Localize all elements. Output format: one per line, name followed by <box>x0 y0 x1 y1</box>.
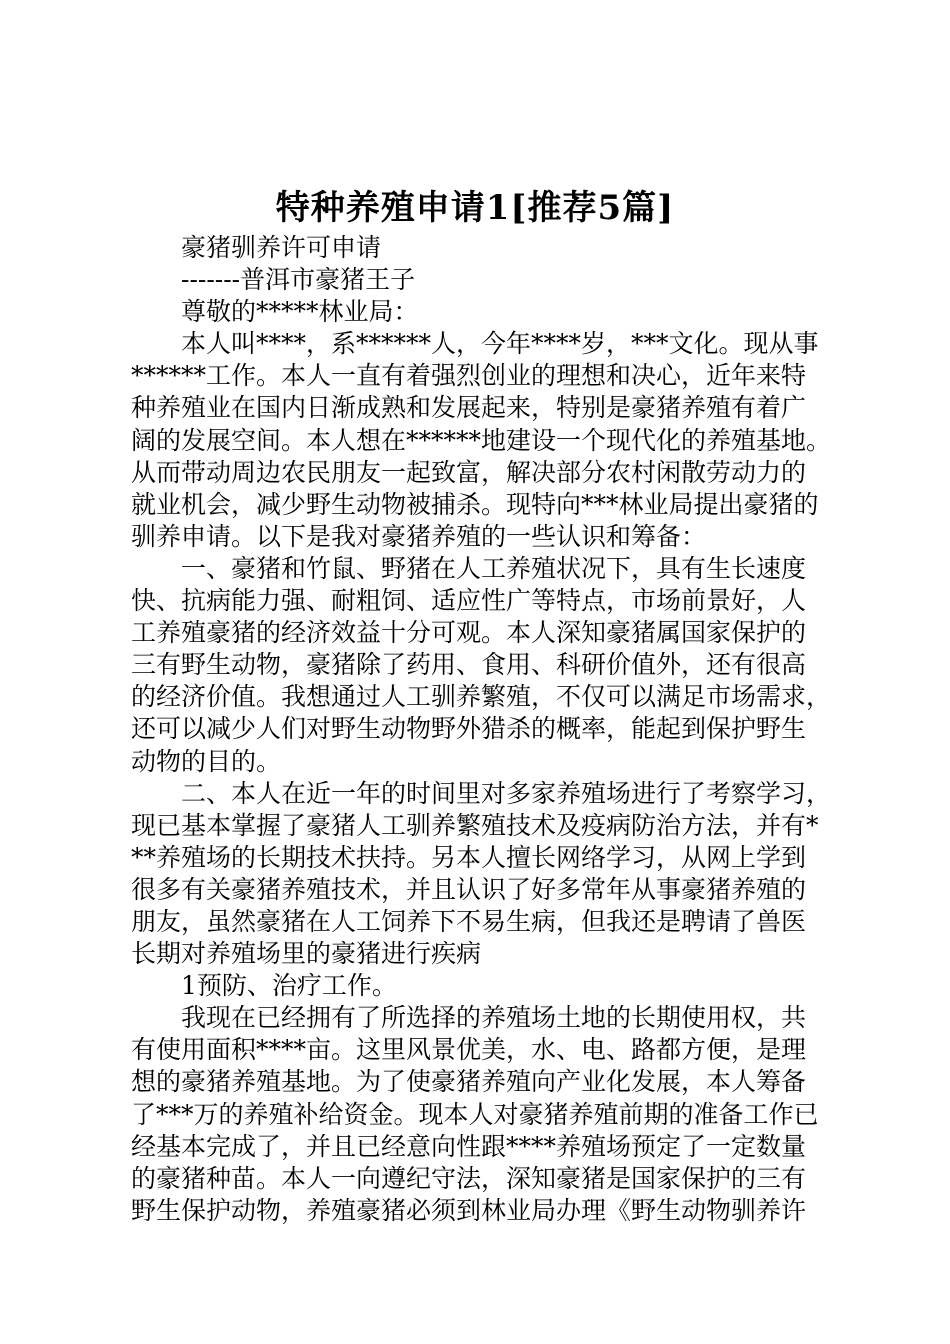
author-line: -------普洱市豪猪王子 <box>181 265 416 295</box>
text-line: 野生保护动物，养殖豪猪必须到林业局办理《野生动物驯养许 <box>131 1195 807 1225</box>
text-line: 三有野生动物，豪猪除了药用、食用、科研价值外，还有很高 <box>131 650 807 680</box>
text-line: 很多有关豪猪养殖技术，并且认识了好多常年从事豪猪养殖的 <box>131 874 807 904</box>
text-line: 就业机会，减少野生动物被捕杀。现特向***林业局提出豪猪的 <box>131 489 819 519</box>
text-line: 有使用面积****亩。这里风景优美，水、电、路都方便，是理 <box>131 1035 807 1065</box>
text-line: 我现在已经拥有了所选择的养殖场土地的长期使用权，共 <box>181 1003 807 1033</box>
document-title: 特种养殖申请1[推荐5篇] <box>275 188 675 228</box>
page-break-line: 1预防、治疗工作。 <box>181 971 397 1001</box>
text-line: 动物的目的。 <box>131 746 282 776</box>
text-line: 经基本完成了，并且已经意向性跟****养殖场预定了一定数量 <box>131 1131 807 1161</box>
text-line: 还可以减少人们对野生动物野外猎杀的概率，能起到保护野生 <box>131 714 807 744</box>
text-line: 了***万的养殖补给资金。现本人对豪猪养殖前期的准备工作已 <box>131 1099 819 1129</box>
text-line: 现已基本掌握了豪猪人工驯养繁殖技术及疫病防治方法，并有* <box>131 810 819 840</box>
text-line: 的豪猪种苗。本人一向遵纪守法，深知豪猪是国家保护的三有 <box>131 1163 807 1193</box>
text-line: 阔的发展空间。本人想在******地建设一个现代化的养殖基地。 <box>131 425 831 455</box>
text-line: 二、本人在近一年的时间里对多家养殖场进行了考察学习， <box>181 778 831 808</box>
text-line: 快、抗病能力强、耐粗饲、适应性广等特点，市场前景好，人 <box>131 586 807 616</box>
text-line: 工养殖豪猪的经济效益十分可观。本人深知豪猪属国家保护的 <box>131 618 807 648</box>
heading-line: 豪猪驯养许可申请 <box>181 233 382 262</box>
text-line: 从而带动周边农民朋友一起致富，解决部分农村闲散劳动力的 <box>131 457 807 487</box>
text-line: 驯养申请。以下是我对豪猪养殖的一些认识和筹备： <box>131 521 707 551</box>
text-line: 种养殖业在国内日渐成熟和发展起来，特别是豪猪养殖有着广 <box>131 393 807 423</box>
text-line: 长期对养殖场里的豪猪进行疾病 <box>131 939 482 969</box>
document-body <box>131 232 831 1227</box>
salutation-line: 尊敬的*****林业局： <box>181 297 419 327</box>
text-line: 本人叫****，系******人，今年****岁，***文化。现从事 <box>181 329 819 359</box>
text-line: 朋友，虽然豪猪在人工饲养下不易生病，但我还是聘请了兽医 <box>131 906 807 936</box>
text-line: 的经济价值。我想通过人工驯养繁殖，不仅可以满足市场需求， <box>131 682 831 712</box>
text-line: 想的豪猪养殖基地。为了使豪猪养殖向产业化发展，本人筹备 <box>131 1067 807 1097</box>
text-line: 一、豪猪和竹鼠、野猪在人工养殖状况下，具有生长速度 <box>181 553 807 583</box>
text-line: **养殖场的长期技术扶持。另本人擅长网络学习，从网上学到 <box>131 842 807 872</box>
text-line: ******工作。本人一直有着强烈创业的理想和决心，近年来特 <box>131 361 807 391</box>
